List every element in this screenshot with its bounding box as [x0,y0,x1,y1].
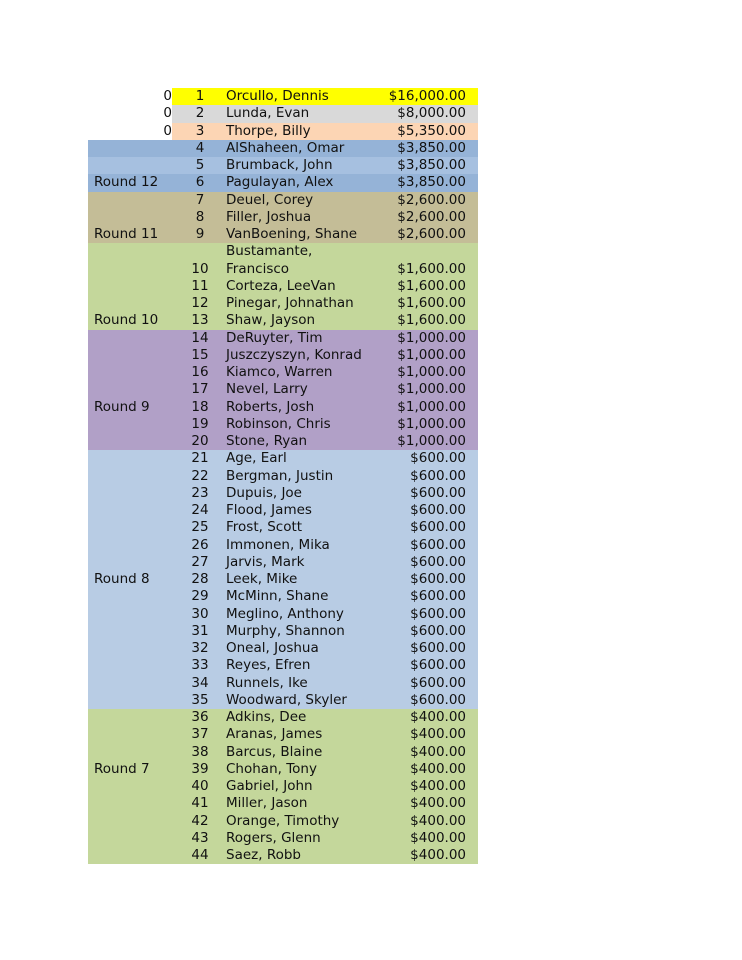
place-number: 36 [191,709,209,725]
table-row [88,485,478,502]
place-number: 1 [195,88,205,104]
table-row [88,364,478,381]
prize-amount: $2,600.00 [397,208,466,225]
place-number: 7 [195,191,205,208]
prize-amount: $8,000.00 [397,105,466,122]
prize-amount: $600.00 [410,605,466,622]
place-number: 12 [191,295,209,311]
place-number: 6 [195,174,205,191]
prize-amount: $600.00 [410,640,466,656]
prize-amount: $600.00 [410,657,466,674]
place-number: 23 [191,484,209,501]
table-row [88,88,478,105]
table-row [88,226,478,243]
place-number: 4 [195,139,205,156]
place-number: 39 [191,760,209,777]
seed-value: 0 [163,122,172,139]
player-name: Bergman, Justin [226,467,334,484]
place-number: 11 [191,277,209,294]
player-name: Nevel, Larry [226,381,308,398]
prize-amount: $400.00 [410,760,466,777]
table-row [88,813,478,830]
player-name: Kiamco, Warren [226,364,333,380]
player-name: Chohan, Tony [226,760,317,777]
prize-amount: $600.00 [410,571,466,587]
player-name: Age, Earl [226,450,287,467]
place-number: 19 [191,415,209,432]
round-label: Round 7 [94,760,150,777]
player-name: Robinson, Chris [226,415,331,432]
prize-amount: $5,350.00 [397,122,466,139]
place-number: 21 [191,450,209,467]
prize-amount: $3,850.00 [397,174,466,191]
table-row [88,657,478,674]
player-name: Corteza, LeeVan [226,277,336,294]
prize-amount: $600.00 [410,502,466,518]
table-row [88,192,478,209]
prize-amount: $400.00 [410,709,466,725]
prize-amount: $1,600.00 [397,312,466,329]
place-number: 31 [191,622,209,639]
player-name: Leek, Mike [226,571,298,587]
player-name: Pagulayan, Alex [226,174,334,191]
player-name: Brumback, John [226,157,333,173]
prize-amount: $3,850.00 [397,139,466,156]
prize-amount: $400.00 [410,829,466,846]
table-row [88,537,478,554]
player-name: Frost, Scott [226,519,303,536]
player-name: AlShaheen, Omar [226,139,345,156]
place-number: 22 [191,467,209,484]
table-row [88,623,478,640]
player-name: VanBoening, Shane [226,226,358,242]
table-row [88,330,478,347]
place-number: 35 [191,691,209,708]
player-name: Oneal, Joshua [226,640,319,656]
table-row [88,123,478,140]
prize-amount: $600.00 [410,484,466,501]
table-row [88,381,478,398]
table-row [88,795,478,812]
player-name: DeRuyter, Tim [226,329,323,346]
place-number: 8 [195,208,205,225]
table-row [88,209,478,226]
round-label: Round 9 [94,398,150,415]
player-name: Shaw, Jayson [226,312,316,329]
table-row [88,416,478,433]
place-number: 43 [191,829,209,846]
table-row [88,433,478,450]
place-number: 16 [191,364,209,380]
player-name: Barcus, Blaine [226,743,323,760]
place-number: 10 [191,260,209,277]
player-name: Dupuis, Joe [226,484,302,501]
table-row [88,502,478,519]
prize-amount: $600.00 [410,553,466,570]
place-number: 2 [195,105,205,122]
place-number: 27 [191,553,209,570]
prize-amount: $1,000.00 [397,415,466,432]
player-name: Francisco [226,260,290,277]
table-row [88,140,478,157]
player-name: Thorpe, Billy [226,122,311,139]
table-row [88,468,478,485]
prize-amount: $16,000.00 [388,88,466,104]
table-row [88,450,478,467]
prize-amount: $1,000.00 [397,329,466,346]
table-row [88,243,478,278]
table-row [88,606,478,623]
round-label: Round 12 [94,174,159,191]
table-row [88,588,478,605]
player-name: Adkins, Dee [226,709,307,725]
table-row [88,399,478,416]
place-number: 5 [195,157,205,173]
table-row [88,709,478,726]
player-name: Runnels, Ike [226,674,308,691]
place-number: 9 [195,226,205,242]
place-number: 18 [191,398,209,415]
table-row [88,640,478,657]
place-number: 38 [191,743,209,760]
place-number: 44 [191,847,209,863]
table-row [88,692,478,709]
prize-amount: $600.00 [410,536,466,553]
player-name: Rogers, Glenn [226,829,321,846]
place-number: 30 [191,605,209,622]
seed-value: 0 [163,88,172,104]
round-label: Round 8 [94,571,150,587]
table-row [88,278,478,295]
player-name: Immonen, Mika [226,536,330,553]
prize-amount: $1,000.00 [397,346,466,363]
place-number: 24 [191,502,209,518]
table-row [88,312,478,329]
player-name: Orcullo, Dennis [226,88,329,104]
table-row [88,105,478,122]
place-number: 37 [191,726,209,743]
table-row [88,830,478,847]
prize-amount: $1,000.00 [397,433,466,449]
player-name-line1: Bustamante, [226,243,313,260]
prize-amount: $3,850.00 [397,157,466,173]
prize-amount: $600.00 [410,674,466,691]
place-number: 34 [191,674,209,691]
prize-amount: $600.00 [410,588,466,605]
place-number: 26 [191,536,209,553]
prize-amount: $400.00 [410,726,466,743]
prize-amount: $400.00 [410,847,466,863]
place-number: 33 [191,657,209,674]
player-name: Miller, Jason [226,795,308,812]
player-name: Filler, Joshua [226,208,312,225]
place-number: 3 [195,122,205,139]
prize-amount: $2,600.00 [397,191,466,208]
prize-amount: $600.00 [410,450,466,467]
player-name: Juszczyszyn, Konrad [226,346,362,363]
prize-amount: $400.00 [410,795,466,812]
player-name: Roberts, Josh [226,398,315,415]
table-row [88,174,478,191]
table-row [88,571,478,588]
table-row [88,554,478,571]
player-name: Orange, Timothy [226,812,340,829]
player-name: Deuel, Corey [226,191,314,208]
prize-amount: $1,000.00 [397,364,466,380]
player-name: Pinegar, Johnathan [226,295,354,311]
place-number: 28 [191,571,209,587]
player-name: Meglino, Anthony [226,605,344,622]
prize-amount: $600.00 [410,467,466,484]
player-name: Flood, James [226,502,312,518]
place-number: 14 [191,329,209,346]
prize-amount: $600.00 [410,519,466,536]
table-row [88,675,478,692]
place-number: 13 [191,312,209,329]
player-name: Woodward, Skyler [226,691,347,708]
place-number: 17 [191,381,209,398]
player-name: Jarvis, Mark [226,553,305,570]
place-number: 29 [191,588,209,605]
table-row [88,744,478,761]
place-number: 42 [191,812,209,829]
table-row [88,778,478,795]
player-name: Lunda, Evan [226,105,310,122]
player-name: Murphy, Shannon [226,622,345,639]
place-number: 32 [191,640,209,656]
player-name: Aranas, James [226,726,323,743]
place-number: 20 [191,433,209,449]
table-row [88,519,478,536]
prize-amount: $1,600.00 [397,277,466,294]
player-name: McMinn, Shane [226,588,329,605]
prize-amount: $2,600.00 [397,226,466,242]
prize-amount: $1,000.00 [397,381,466,398]
prize-amount: $1,000.00 [397,398,466,415]
prize-amount: $400.00 [410,778,466,794]
table-row [88,295,478,312]
table-row [88,761,478,778]
round-label: Round 11 [94,226,159,242]
place-number: 25 [191,519,209,536]
table-row [88,157,478,174]
player-name: Gabriel, John [226,778,313,794]
place-number: 41 [191,795,209,812]
table-row [88,847,478,864]
player-name: Saez, Robb [226,847,301,863]
prize-amount: $600.00 [410,691,466,708]
place-number: 15 [191,346,209,363]
table-row [88,347,478,364]
player-name: Reyes, Efren [226,657,311,674]
prize-amount: $400.00 [410,743,466,760]
round-label: Round 10 [94,312,159,329]
table-row [88,726,478,743]
prize-amount: $400.00 [410,812,466,829]
prize-amount: $600.00 [410,622,466,639]
seed-value: 0 [163,105,172,122]
prize-amount: $1,600.00 [397,295,466,311]
player-name: Stone, Ryan [226,433,308,449]
place-number: 40 [191,778,209,794]
prize-amount: $1,600.00 [397,260,466,277]
